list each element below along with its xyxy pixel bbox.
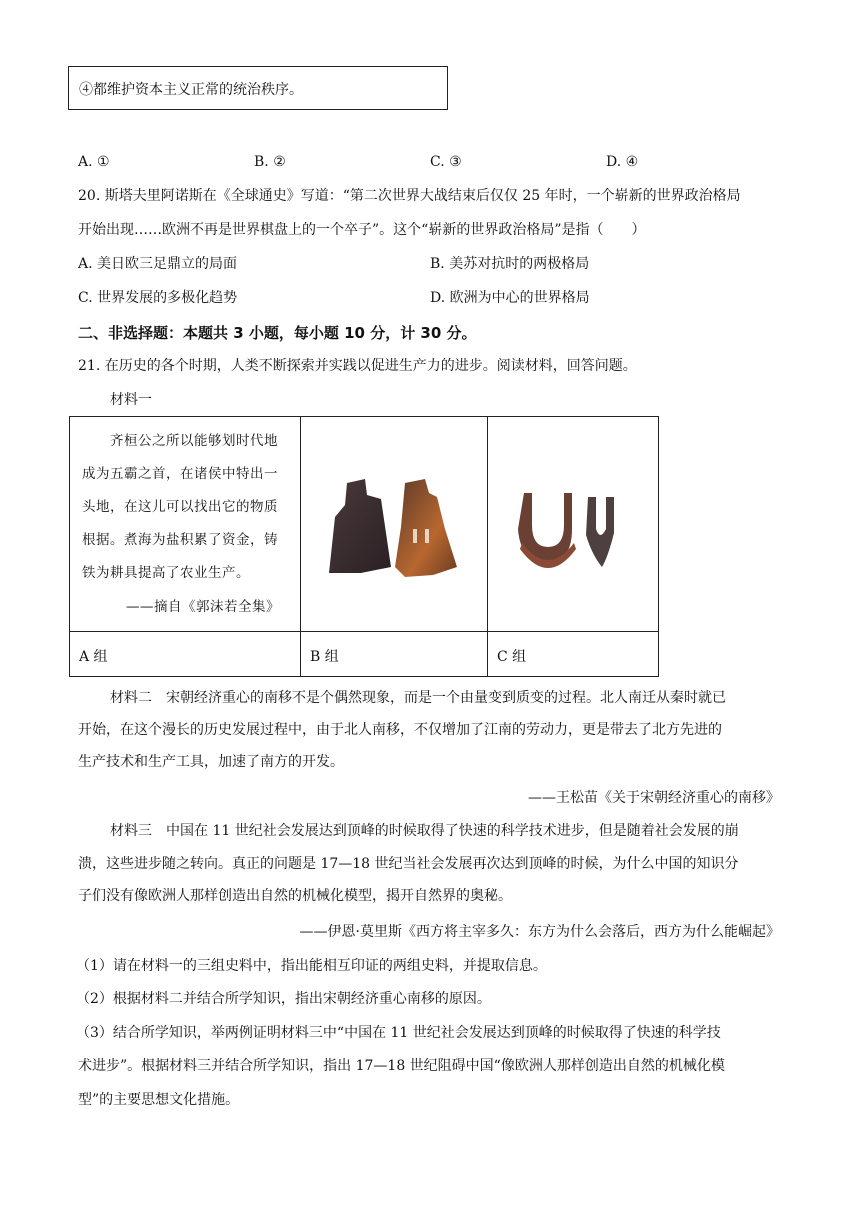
q21-intro: 21. 在历史的各个时期，人类不断探索并实践以促进生产力的进步。阅读材料，回答问题。 <box>78 358 637 374</box>
q19-option-d[interactable]: D. ④ <box>606 154 639 170</box>
group-b-label: B 组 <box>310 649 339 665</box>
q20-option-d[interactable]: D. 欧洲为中心的世界格局 <box>430 290 590 306</box>
q20-option-a[interactable]: A. 美日欧三足鼎立的局面 <box>78 256 238 272</box>
q19-option-a[interactable]: A. ① <box>78 154 110 170</box>
material1-line: 根据。煮海为盐积累了资金，铸 <box>82 532 278 548</box>
material1-source: ——摘自《郭沫若全集》 <box>126 599 280 615</box>
material1-line: 头地，在这儿可以找出它的物质 <box>82 499 278 515</box>
material1-line: 成为五霸之首，在诸侯中特出一 <box>82 466 278 482</box>
section-2-title: 二、非选择题：本题共 3 小题，每小题 10 分，计 30 分。 <box>78 324 477 342</box>
material1-table <box>69 416 659 677</box>
q20-stem-line2: 开始出现……欧洲不再是世界棋盘上的一个卒子”。这个“崭新的世界政治格局”是指（ ） <box>78 222 646 238</box>
material1-line: 铁为耕具提高了农业生产。 <box>82 565 250 581</box>
question-1: （1）请在材料一的三组史料中，指出能相互印证的两组史料，并提取信息。 <box>76 958 547 974</box>
question-3-line1: （3）结合所学知识，举两例证明材料三中“中国在 11 世纪社会发展达到顶峰的时候取得了快速的科学技 <box>76 1025 721 1041</box>
material2-line2: 开始，在这个漫长的历史发展过程中，由于北人南移，不仅增加了江南的劳动力，更是带去了北方先进的 <box>78 722 722 738</box>
question-2: （2）根据材料二并结合所学知识，指出宋朝经济重心南移的原因。 <box>76 991 491 1007</box>
q19-option-b[interactable]: B. ② <box>254 154 286 170</box>
material2-line3: 生产技术和生产工具，加速了南方的开发。 <box>78 754 344 770</box>
material1-line: 齐桓公之所以能够划时代地 <box>110 433 278 449</box>
iron-spade-image <box>301 417 487 631</box>
group-b-image-cell <box>301 417 487 631</box>
material1-text-cell <box>70 417 300 631</box>
group-a-label: A 组 <box>79 649 108 665</box>
question-3-line2: 术进步”。根据材料三并结合所学知识，指出 17—18 世纪阻碍中国“像欧洲人那样创造出自然的机械化模 <box>78 1058 725 1074</box>
material2-source: ——王松苗《关于宋朝经济重心的南移》 <box>528 790 780 806</box>
option-box <box>68 66 448 110</box>
question-3-line3: 型”的主要思想文化措施。 <box>78 1092 240 1108</box>
material3-line3: 子们没有像欧洲人那样创造出自然的机械化模型，揭开自然界的奥秘。 <box>78 888 512 904</box>
material2-line1: 材料二 宋朝经济重心的南移不是个偶然现象，而是一个由量变到质变的过程。北人南迁从秦时就已 <box>110 690 726 706</box>
q20-option-b[interactable]: B. 美苏对抗时的两极格局 <box>430 256 590 272</box>
q20-stem-line1: 20. 斯塔夫里阿诺斯在《全球通史》写道：“第二次世界大战结束后仅仅 25 年时，一个崭新的世界政治格局 <box>78 188 741 204</box>
group-c-image-cell <box>488 417 658 631</box>
material3-line2: 溃，这些进步随之转向。真正的问题是 17—18 世纪当社会发展再次达到顶峰的时候，为什么中国的知识分 <box>78 856 739 872</box>
iron-plough-image <box>488 417 658 631</box>
material3-source: ——伊恩·莫里斯《西方将主宰多久：东方为什么会落后，西方为什么能崛起》 <box>299 924 780 940</box>
material3-line1: 材料三 中国在 11 世纪社会发展达到顶峰的时候取得了快速的科学技术进步，但是随着社会发展的崩 <box>110 823 739 839</box>
material1-label: 材料一 <box>110 392 152 408</box>
q20-option-c[interactable]: C. 世界发展的多极化趋势 <box>78 290 238 306</box>
group-c-label: C 组 <box>497 649 527 665</box>
q19-option-c[interactable]: C. ③ <box>430 154 462 170</box>
option-4-text: ④都维护资本主义正常的统治秩序。 <box>79 82 303 98</box>
